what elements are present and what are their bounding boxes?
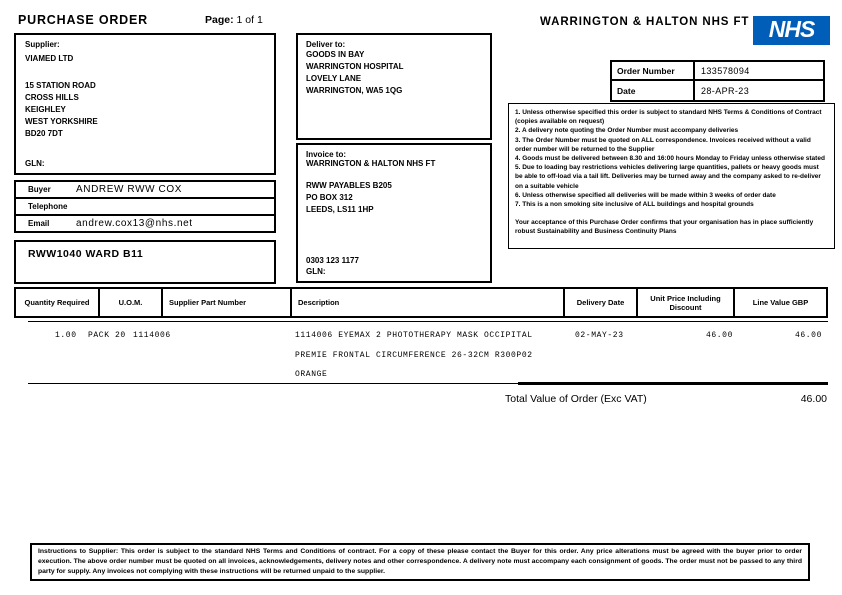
supplier-address-line: 15 STATION ROAD	[25, 81, 96, 90]
header-line-value: Line Value GBP	[752, 298, 809, 307]
invoice-to-line: RWW PAYABLES B205	[306, 181, 392, 190]
header-description: Description	[292, 289, 565, 316]
row-description-line: PREMIE FRONTAL CIRCUMFERENCE 26-32CM R300P02	[295, 351, 533, 360]
terms-item: 3. The Order Number must be quoted on ALL correspondence. Invoices received without a valid order number will be returned to the Supplier	[515, 136, 811, 153]
email-label: Email	[28, 219, 50, 228]
header-quantity: Quantity Required	[16, 289, 100, 316]
total-label: Total Value of Order (Exc VAT)	[505, 393, 647, 405]
terms-item: 1. Unless otherwise specified this order is subject to standard NHS Terms & Conditions of Contract (copies available on request)	[515, 109, 822, 126]
buyer-name: ANDREW RWW COX	[76, 184, 182, 195]
terms-box	[508, 103, 835, 249]
row-description-line: 1114006 EYEMAX 2 PHOTOTHERAPY MASK OCCIPITAL	[295, 331, 533, 340]
page-value: 1 of 1	[236, 14, 263, 26]
header-unit-price: Unit Price Including Discount	[638, 289, 735, 316]
invoice-gln-label: GLN:	[306, 267, 326, 276]
terms-item: 6. Unless otherwise specified all deliveries will be made within 3 weeks of order date	[515, 191, 776, 199]
supplier-address-line: CROSS HILLS	[25, 93, 79, 102]
order-date-row	[612, 81, 823, 100]
divider-under-header	[28, 321, 828, 322]
divider-under-row-thick	[518, 382, 828, 385]
order-number-label: Order Number	[612, 62, 695, 79]
deliver-to-line: LOVELY LANE	[306, 74, 362, 83]
supplier-gln-label: GLN:	[25, 159, 45, 168]
buyer-label: Buyer	[28, 185, 51, 194]
supplier-name: VIAMED LTD	[25, 54, 74, 63]
terms-acceptance: Your acceptance of this Purchase Order confirms that your organisation has in place sufficiently robust Sustainability and Business Continuity Plans	[515, 219, 814, 236]
terms-item: 4. Goods must be delivered between 8.30 and 16:00 hours Monday to Friday unless otherwise stated	[515, 155, 825, 163]
cost-centre-text: RWW1040 WARD B11	[28, 248, 144, 260]
instructions-text: Instructions to Supplier: This order is subject to the standard NHS Terms and Conditions of contract. For a copy of these please contact the Buyer for this order. Any price alterations must be agreed with the buyer prior to order execution. The above order number must be quoted on all invoices, acknowledgements, delivery notes and other correspondence. A delivery note must accompany each consignment of goods. The order must not be passed to any third party for supply. Any invoices not complying with these instructions will be returned unpaid to the supplier.	[38, 548, 802, 575]
row-quantity: 1.00	[55, 331, 77, 340]
total-value: 46.00	[800, 393, 827, 405]
supplier-label: Supplier:	[25, 40, 60, 49]
terms-item: 5. Due to loading bay restrictions vehicles delivering large quantities, pallets or heavy goods must be able to off-load via a tail lift. Deliveries may be turned away and the company asked to re-deliver on a suitable vehicle	[515, 164, 821, 190]
line-table-header	[14, 287, 828, 318]
invoice-to-line: PO BOX 312	[306, 193, 353, 202]
supplier-address-line: KEIGHLEY	[25, 105, 66, 114]
nhs-logo	[753, 16, 830, 45]
terms-item: 2. A delivery note quoting the Order Number must accompany deliveries	[515, 127, 739, 135]
email-value: andrew.cox13@nhs.net	[76, 218, 193, 229]
email-row	[14, 214, 276, 233]
invoice-to-line: LEEDS, LS11 1HP	[306, 205, 374, 214]
deliver-to-box	[296, 33, 492, 140]
row-line-value: 46.00	[794, 331, 822, 340]
invoice-to-label: Invoice to:	[306, 150, 347, 159]
row-description-line: ORANGE	[295, 370, 328, 379]
nhs-logo-text: NHS	[768, 16, 815, 42]
invoice-to-organisation: WARRINGTON & HALTON NHS FT	[306, 159, 436, 168]
trust-name: WARRINGTON & HALTON NHS FT	[540, 16, 750, 28]
row-unit-price: 46.00	[705, 331, 733, 340]
supplier-address-line: BD20 7DT	[25, 129, 63, 138]
deliver-to-label: Deliver to:	[306, 40, 346, 49]
header-delivery-date: Delivery Date	[565, 289, 638, 316]
invoice-phone: 0303 123 1177	[306, 256, 359, 265]
page-label: Page:	[205, 14, 234, 26]
header-supplier-part-number: Supplier Part Number	[163, 289, 292, 316]
row-uom: PACK 20	[88, 331, 126, 340]
order-number-value: 133578094	[701, 65, 750, 76]
contact-rows	[14, 180, 276, 233]
telephone-label: Telephone	[28, 202, 68, 211]
row-supplier-part-number: 1114006	[133, 331, 171, 340]
cost-centre-box	[14, 240, 276, 284]
row-delivery-date: 02-MAY-23	[575, 331, 624, 340]
instructions-box	[30, 543, 810, 581]
deliver-to-line: WARRINGTON HOSPITAL	[306, 62, 404, 71]
order-date-label: Date	[612, 81, 695, 100]
supplier-box	[14, 33, 276, 175]
page-title: PURCHASE ORDER	[18, 13, 148, 27]
order-number-row	[612, 62, 823, 81]
deliver-to-line: GOODS IN BAY	[306, 50, 365, 59]
header-uom: U.O.M.	[100, 289, 163, 316]
terms-item: 7. This is a non smoking site inclusive of ALL buildings and hospital grounds	[515, 201, 754, 209]
page-number	[205, 14, 263, 26]
order-info-table	[610, 60, 825, 102]
invoice-to-box	[296, 143, 492, 283]
order-date-value: 28-APR-23	[701, 85, 750, 96]
supplier-address-line: WEST YORKSHIRE	[25, 117, 98, 126]
deliver-to-line: WARRINGTON, WA5 1QG	[306, 86, 403, 95]
